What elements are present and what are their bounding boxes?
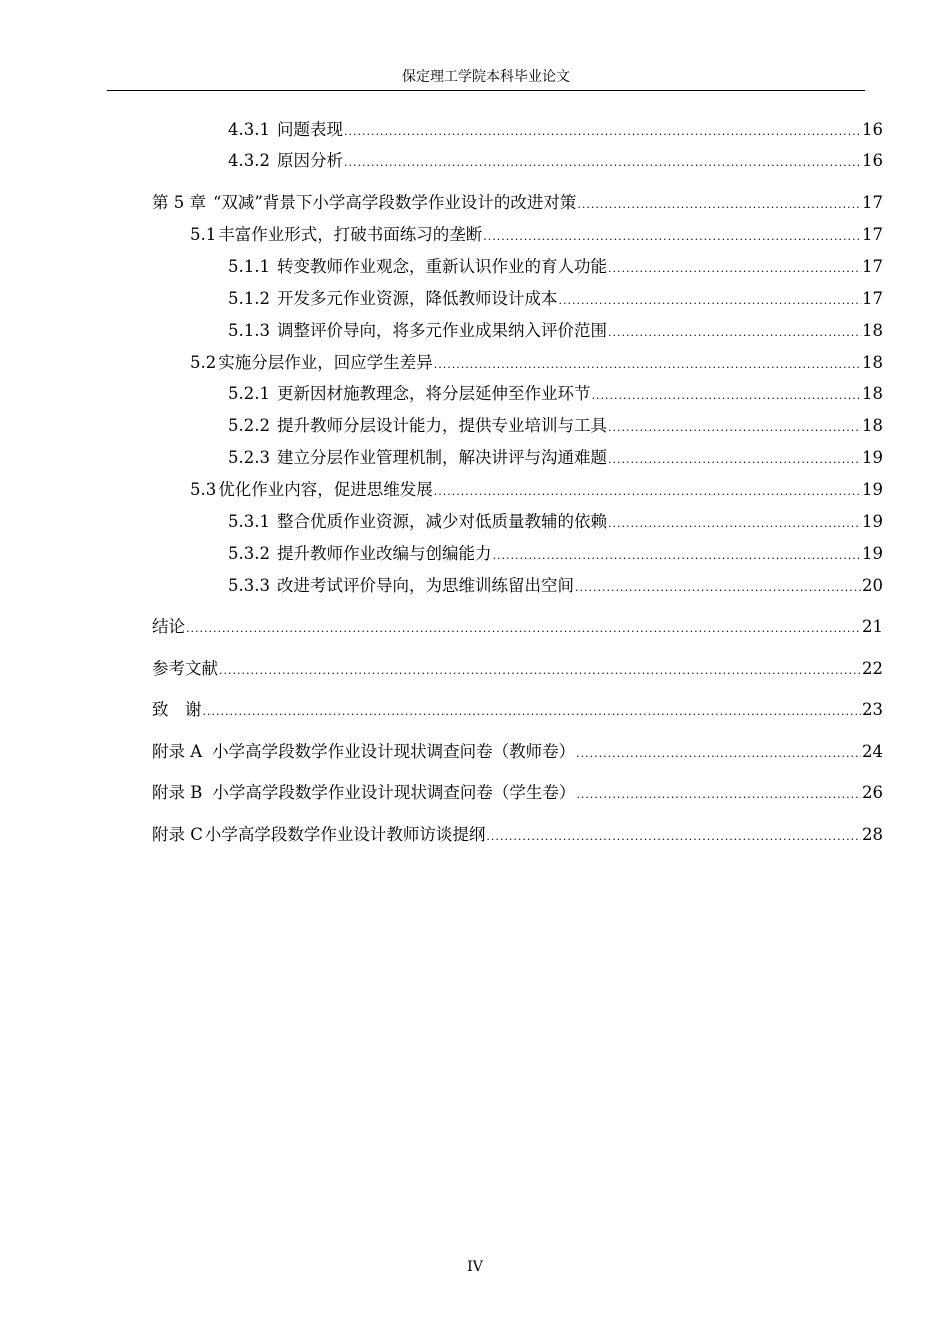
- page-number: IV: [467, 1259, 483, 1275]
- toc-entry-number: 附录 A: [152, 742, 203, 761]
- toc-entry-number: 5.2.2: [228, 416, 270, 435]
- toc-entry-5-1[interactable]: [190, 222, 883, 248]
- toc-leader-dots: [608, 511, 861, 537]
- toc-entry-text: 小学高学段数学作业设计现状调查问卷（学生卷）: [212, 783, 576, 802]
- toc-entry-number: 4.3.2: [228, 151, 270, 170]
- toc-entry-number: 5.3: [190, 480, 217, 499]
- page-header: 保定理工学院本科毕业论文: [107, 68, 865, 91]
- toc-page-number: 19: [862, 480, 883, 499]
- toc-page-number: 18: [862, 416, 883, 435]
- toc-page-number: 16: [862, 120, 883, 139]
- toc-entry-text: 提升教师作业改编与创编能力: [276, 544, 492, 563]
- toc-entry-5-3-1[interactable]: [228, 509, 883, 535]
- toc-entry-number: 5.2.1: [228, 384, 270, 403]
- toc-entry-references[interactable]: [152, 656, 883, 682]
- toc-page-number: 17: [862, 257, 883, 276]
- toc-entry-5-2-3[interactable]: [228, 445, 883, 471]
- toc-leader-dots: [434, 352, 861, 378]
- toc-entry-5-1-1[interactable]: [228, 254, 883, 280]
- toc-entry-title: [228, 413, 607, 439]
- toc-leader-dots: [492, 543, 861, 569]
- toc-entry-text: 开发多元作业资源，降低教师设计成本: [276, 289, 558, 308]
- toc-entry-title: [228, 541, 491, 567]
- toc-entry-5-1-3[interactable]: [228, 318, 883, 344]
- toc-entry-title: [152, 614, 185, 640]
- toc-entry-text: 整合优质作业资源，减少对低质量教辅的依赖: [276, 512, 607, 531]
- toc-page-number: 21: [862, 617, 883, 636]
- toc-leader-dots: [219, 658, 861, 684]
- toc-page-number: 19: [862, 512, 883, 531]
- toc-entry-text: 原因分析: [276, 151, 343, 170]
- toc-leader-dots: [608, 320, 861, 346]
- toc-entry-4-3-1[interactable]: [228, 117, 883, 143]
- toc-leader-dots: [576, 782, 861, 808]
- toc-leader-dots: [575, 575, 861, 601]
- toc-page-number: 17: [862, 225, 883, 244]
- toc-page-number: 18: [862, 321, 883, 340]
- toc-page-number: 28: [862, 825, 883, 844]
- toc-leader-dots: [608, 256, 861, 282]
- toc-page-number: 17: [862, 193, 883, 212]
- toc-entry-title: [228, 509, 607, 535]
- toc-entry-5-3[interactable]: [190, 477, 883, 503]
- toc-leader-dots: [186, 616, 861, 642]
- toc-entry-5-2[interactable]: [190, 350, 883, 376]
- toc-entry-number: 5.2: [190, 353, 217, 372]
- toc-entry-text: 提升教师分层设计能力，提供专业培训与工具: [276, 416, 607, 435]
- toc-entry-text: 小学高学段数学作业设计现状调查问卷（教师卷）: [212, 742, 576, 761]
- toc-entry-text: 调整评价导向，将多元作业成果纳入评价范围: [276, 321, 607, 340]
- toc-entry-number: 附录 B: [152, 783, 203, 802]
- toc-entry-text: 改进考试评价导向，为思维训练留出空间: [276, 576, 574, 595]
- toc-entry-5-1-2[interactable]: [228, 286, 883, 312]
- toc-entry-text: 优化作业内容，促进思维发展: [218, 480, 433, 499]
- toc-entry-number: 5.1.3: [228, 321, 270, 340]
- toc-entry-title: [228, 254, 607, 280]
- toc-leader-dots: [483, 224, 861, 250]
- toc-entry-title: [152, 190, 576, 216]
- toc-entry-number: 5.1: [190, 225, 217, 244]
- toc-leader-dots: [576, 741, 861, 767]
- toc-entry-text: 问题表现: [276, 120, 343, 139]
- toc-entry-number: 第 5 章: [152, 193, 206, 212]
- toc-entry-title: [228, 318, 607, 344]
- toc-entry-5-3-3[interactable]: [228, 573, 883, 599]
- toc-entry-title: [152, 656, 218, 682]
- toc-entry-appendix-a[interactable]: [152, 739, 883, 765]
- toc-entry-number: 5.3.3: [228, 576, 270, 595]
- toc-page-number: 24: [862, 742, 883, 761]
- toc-page-number: 16: [862, 151, 883, 170]
- toc-entry-text: 建立分层作业管理机制，解决讲评与沟通难题: [276, 448, 607, 467]
- toc-entry-text: 参考文献: [152, 659, 218, 678]
- toc-entry-title: [190, 222, 482, 248]
- toc-entry-title: [228, 117, 343, 143]
- toc-entry-title: [152, 697, 202, 723]
- toc-entry-text: “双减”背景下小学高学段数学作业设计的改进对策: [213, 193, 577, 212]
- toc-entry-number: 4.3.1: [228, 120, 270, 139]
- toc-entry-title: [152, 780, 575, 806]
- toc-entry-number: 5.2.3: [228, 448, 270, 467]
- toc-leader-dots: [608, 447, 861, 473]
- toc-entry-conclusion[interactable]: [152, 614, 883, 640]
- toc-entry-title: [190, 350, 433, 376]
- toc-page-number: 18: [862, 384, 883, 403]
- toc-leader-dots: [486, 824, 861, 850]
- toc-entry-chapter-5[interactable]: [152, 190, 883, 216]
- toc-entry-title: [190, 477, 433, 503]
- toc-page-number: 23: [862, 700, 883, 719]
- toc-entry-text: 实施分层作业，回应学生差异: [218, 353, 433, 372]
- toc-entry-text: 转变教师作业观念，重新认识作业的育人功能: [276, 257, 607, 276]
- toc-entry-acknowledgements[interactable]: [152, 697, 883, 723]
- toc-entry-title: [152, 739, 575, 765]
- toc-page-number: 22: [862, 659, 883, 678]
- toc-entry-number: 5.1.1: [228, 257, 270, 276]
- toc-entry-text: 更新因材施教理念，将分层延伸至作业环节: [276, 384, 591, 403]
- toc-leader-dots: [344, 119, 861, 145]
- toc-entry-title: [228, 381, 590, 407]
- toc-entry-number: 5.3.2: [228, 544, 270, 563]
- toc-entry-appendix-b[interactable]: [152, 780, 883, 806]
- toc-entry-title: [228, 148, 343, 174]
- toc-entry-title: [152, 822, 485, 848]
- toc-page-number: 26: [862, 783, 883, 802]
- toc-entry-text: 丰富作业形式，打破书面练习的垄断: [218, 225, 483, 244]
- toc-entry-text: 小学高学段数学作业设计教师访谈提纲: [204, 825, 486, 844]
- toc-leader-dots: [608, 415, 861, 441]
- toc-entry-text: 致 谢: [152, 700, 202, 719]
- toc-leader-dots: [434, 479, 861, 505]
- toc-leader-dots: [344, 150, 861, 176]
- toc-entry-title: [228, 286, 557, 312]
- toc-page-number: 20: [862, 576, 883, 595]
- toc-entry-5-3-2[interactable]: [228, 541, 883, 567]
- toc-entry-title: [228, 445, 607, 471]
- toc-page-number: 19: [862, 544, 883, 563]
- toc-leader-dots: [203, 699, 862, 725]
- toc-leader-dots: [577, 192, 861, 218]
- toc-page-number: 19: [862, 448, 883, 467]
- toc-leader-dots: [558, 288, 861, 314]
- toc-entry-number: 附录 C: [152, 825, 203, 844]
- toc-entry-number: 5.3.1: [228, 512, 270, 531]
- toc-entry-number: 5.1.2: [228, 289, 270, 308]
- toc-page-number: 17: [862, 289, 883, 308]
- toc-leader-dots: [591, 383, 861, 409]
- toc-entry-4-3-2[interactable]: [228, 148, 883, 174]
- toc-entry-appendix-c[interactable]: [152, 822, 883, 848]
- toc-page-number: 18: [862, 353, 883, 372]
- toc-entry-5-2-1[interactable]: [228, 381, 883, 407]
- toc-entry-5-2-2[interactable]: [228, 413, 883, 439]
- toc-entry-title: [228, 573, 574, 599]
- toc-entry-text: 结论: [152, 617, 185, 636]
